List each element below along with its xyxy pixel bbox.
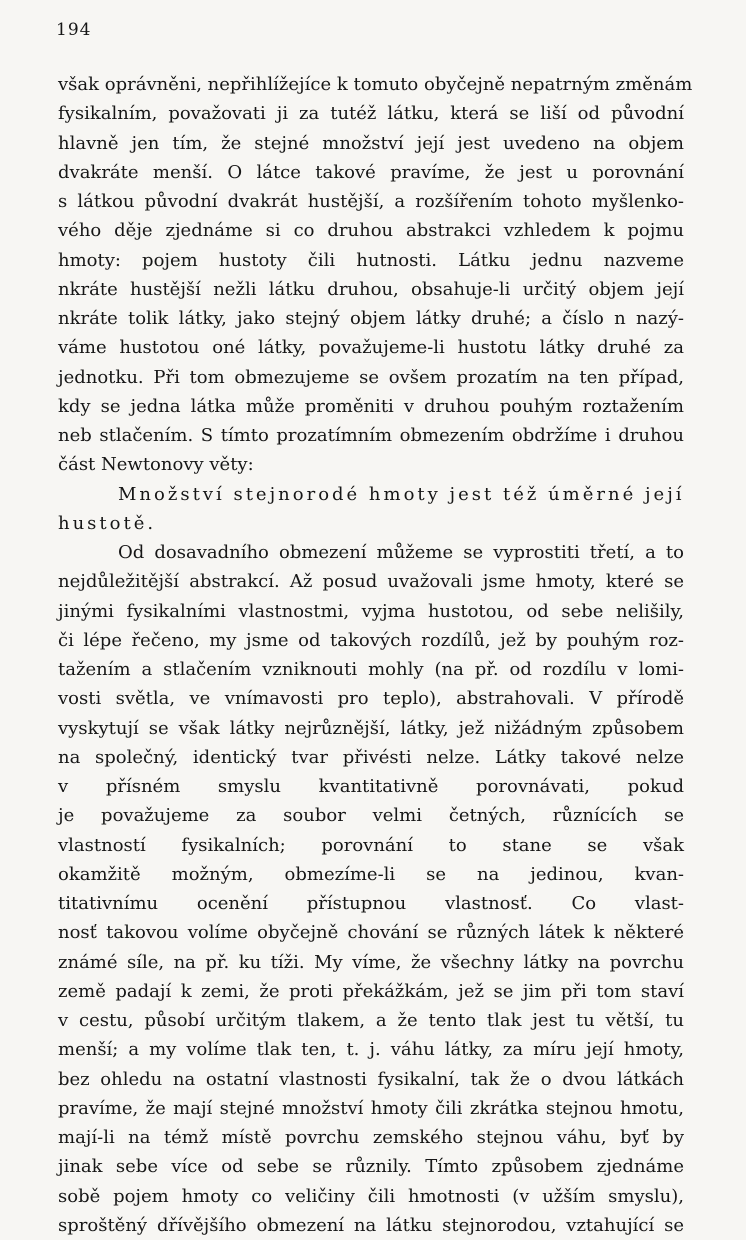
text-line: okamžitě možným, obmezíme-li se na jedinou, kvan- <box>58 863 684 885</box>
text-line: však oprávněni, nepřihlížejíce k tomuto obyčejně nepatrným změnám <box>58 74 693 95</box>
text-line: vyskytují se však látky nejrůznější, látky, jež nižádným způsobem <box>58 717 684 739</box>
text-line: v cestu, působí určitým tlakem, a že tento tlak jest tu větší, tu <box>58 1010 684 1031</box>
text-line: hmoty: pojem hustoty čili hutnosti. Látku jednu nazveme <box>58 249 684 271</box>
text-line: mají-li na témž místě povrchu zemského stejnou váhu, byť by <box>58 1127 684 1148</box>
page-number: 194 <box>56 20 92 40</box>
text-line: nosť takovou volíme obyčejně chování se různých látek k některé <box>58 922 684 944</box>
text-line: či lépe řečeno, my jsme od takových rozdílů, jež by pouhým roz- <box>58 629 684 651</box>
text-line: jinými fysikalními vlastnostmi, vyjma hustotou, od sebe nelišily, <box>58 600 684 622</box>
text-line: vého děje zjednáme si co druhou abstrakci vzhledem k pojmu <box>58 220 684 242</box>
text-line: vosti světla, ve vnímavosti pro teplo), abstrahovali. V přírodě <box>58 688 684 710</box>
text-line: země padají k zemi, že proti překážkám, jež se jim při tom staví <box>58 980 684 1002</box>
text-line: na společný, identický tvar přivésti nelze. Látky takové nelze <box>58 746 684 768</box>
text-line: jednotku. Při tom obmezujeme se ovšem prozatím na ten případ, <box>58 366 684 388</box>
text-line: dvakráte menší. O látce takové pravíme, že jest u porovnání <box>58 161 684 183</box>
text-line: titativnímu ocenění přístupnou vlastnosť. Co vlast- <box>58 893 684 914</box>
text-line: kdy se jedna látka může proměniti v druhou pouhým roztažením <box>58 395 684 417</box>
body-text <box>58 70 693 1240</box>
text-line: tažením a stlačením vzniknouti mohly (na př. od rozdílu v lomi- <box>58 659 684 680</box>
text-line: sobě pojem hmoty co veličiny čili hmotnosti (v užším smyslu), <box>58 1185 684 1207</box>
text-line: část Newtonovy věty: <box>58 454 254 476</box>
text-line: bez ohledu na ostatní vlastnosti fysikalní, tak že o dvou látkách <box>58 1068 684 1090</box>
text-line: váme hustotou oné látky, považujeme-li hustotu látky druhé za <box>58 337 684 359</box>
text-line: menší; a my volíme tlak ten, t. j. váhu látky, za míru její hmoty, <box>58 1039 684 1061</box>
text-line: neb stlačením. S tímto prozatímním obmezením obdržíme i druhou <box>58 425 684 446</box>
text-line: hustotě. <box>58 512 157 534</box>
text-line: v přísném smyslu kvantitativně porovnávati, pokud <box>58 776 684 797</box>
text-line: jinak sebe více od sebe se různily. Tímto způsobem zjednáme <box>58 1156 684 1178</box>
text-line: sproštěný dřívějšího obmezení na látku stejnorodou, vztahující se <box>58 1214 684 1236</box>
text-line: nkráte tolik látky, jako stejný objem látky druhé; a číslo n nazý- <box>58 308 684 329</box>
text-line: fysikalním, považovati ji za tutéž látku, která se liší od původní <box>58 103 684 125</box>
text-line: Množství stejnorodé hmoty jest též úměrné její <box>118 483 685 505</box>
text-line: s látkou původní dvakrát hustější, a rozšířením tohoto myšlenko- <box>58 191 684 212</box>
text-line: vlastností fysikalních; porovnání to stane se však <box>58 834 684 856</box>
text-line: je považujeme za soubor velmi četných, různících se <box>58 805 684 827</box>
text-line: nejdůležitější abstrakcí. Až posud uvažovali jsme hmoty, které se <box>58 571 684 593</box>
text-line: nkráte hustější nežli látku druhou, obsahuje-li určitý objem její <box>58 278 684 300</box>
text-line: Od dosavadního obmezení můžeme se vyprostiti třetí, a to <box>118 542 684 563</box>
text-line: hlavně jen tím, že stejné množství její jest uvedeno na objem <box>58 132 684 154</box>
text-line: známé síle, na př. ku tíži. My víme, že všechny látky na povrchu <box>58 951 684 973</box>
text-line: pravíme, že mají stejné množství hmoty čili zkrátka stejnou hmotu, <box>58 1097 684 1119</box>
